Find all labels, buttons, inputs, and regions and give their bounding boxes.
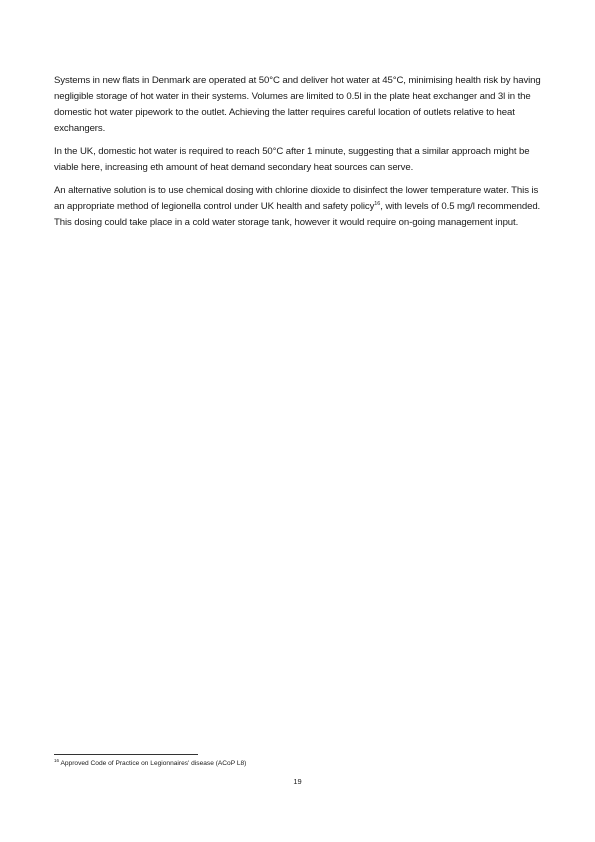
paragraph-chemical-dosing (54, 183, 544, 231)
paragraph-denmark-systems: Systems in new flats in Denmark are operated at 50°C and deliver hot water at 45°C, minimising health risk by having negligible storage of hot water in their systems. Volumes are limited to 0.5l in the plate heat exchanger and 3l in the domestic hot water pipework to the outlet. Achieving the latter requires careful location of outlets relative to heat exchangers. (54, 75, 541, 134)
footnote-text: Approved Code of Practice on Legionnaires' disease (ACoP L8) (59, 760, 247, 767)
paragraph-uk-hot-water: In the UK, domestic hot water is required to reach 50°C after 1 minute, suggesting that a similar approach might be viable here, increasing eth amount of heat demand secondary heat sources can serve. (54, 146, 530, 173)
paragraph-chemical-dosing-text-before: An alternative solution is to use chemical dosing with chlorine dioxide to disinfect the lower temperature water. This is an appropriate method of legionella control under UK health and safety policy (54, 185, 539, 212)
paragraph-chemical-dosing-text-after: , with levels of 0.5 mg/l recommended. This dosing could take place in a cold water storage tank, however it would require on-going management input. (54, 201, 541, 228)
page-number: 19 (293, 777, 302, 786)
footnote-reference[interactable]: 16 (374, 200, 381, 207)
footnote-separator (54, 754, 198, 755)
body-text (54, 73, 544, 238)
footnote (54, 759, 534, 769)
footnote-number: 16 (54, 757, 60, 763)
